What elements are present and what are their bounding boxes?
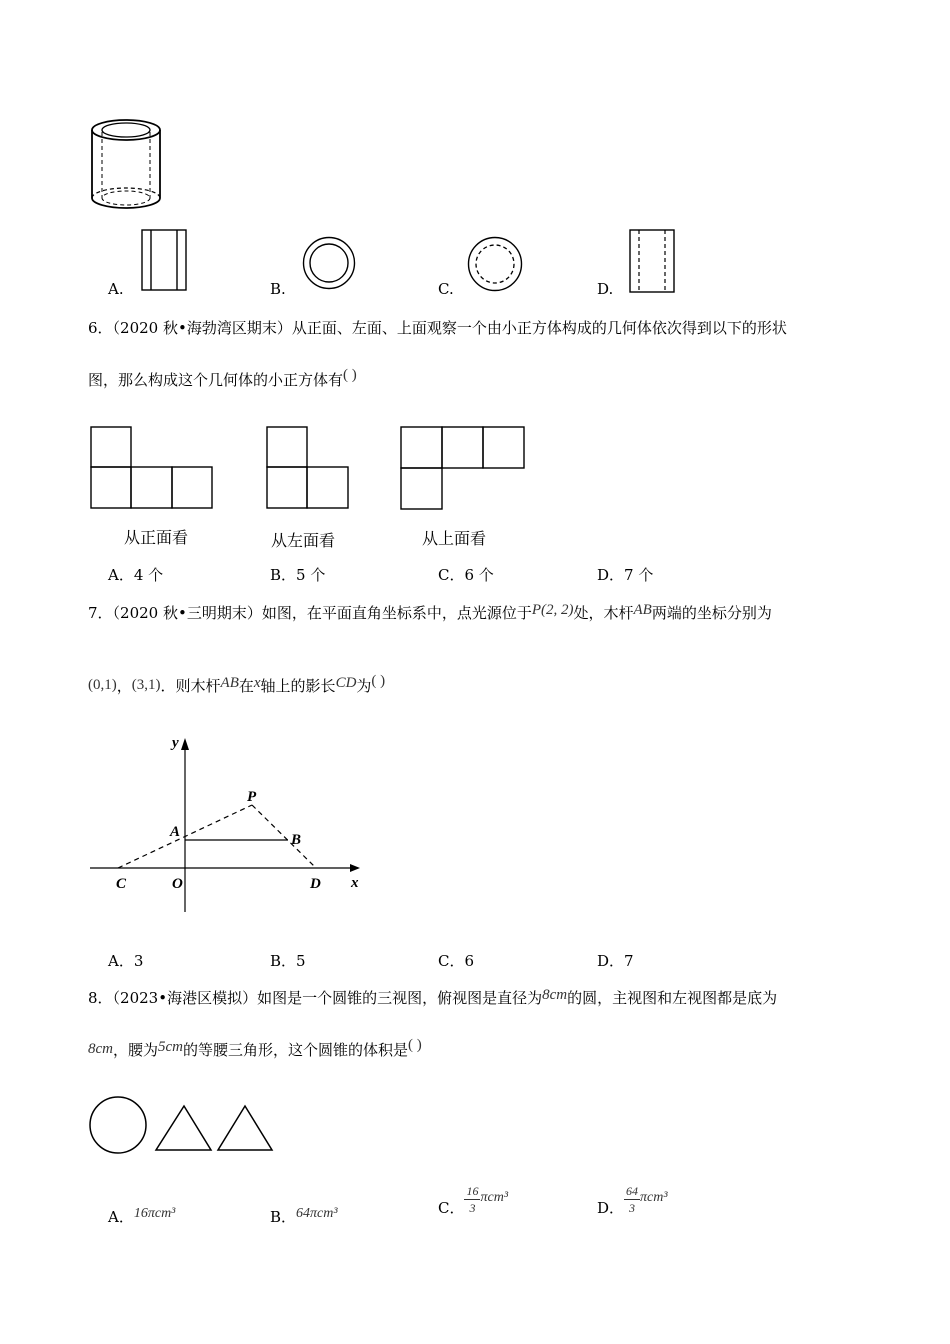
q6-option-b <box>270 564 325 585</box>
q7-stem-line1 <box>88 603 772 624</box>
q7-label-b: B <box>291 832 302 848</box>
q6-option-d-text: 7 个 <box>624 566 654 584</box>
q8-option-c-denominator: 3 <box>469 1201 476 1215</box>
q7-stem-text-c: 两端的坐标分别为 <box>651 604 772 622</box>
q7-option-b-letter: B． <box>270 952 297 970</box>
q7-stem-line2 <box>88 673 386 697</box>
q7-sep: ， <box>116 677 132 695</box>
q5-option-d-label: D. <box>597 280 614 298</box>
q7-option-a <box>108 950 143 971</box>
q7-option-a-letter: A． <box>108 952 134 970</box>
q7-label-p: P <box>247 789 257 805</box>
q8-stem-text-b: 的圆，主视图和左视图都是底为 <box>567 989 778 1007</box>
q7-point-p: P(2, 2) <box>531 602 574 618</box>
q8-option-b-expr: 64πcm³ <box>296 1206 338 1221</box>
q7-option-d <box>597 950 634 971</box>
q8-option-c <box>438 1183 508 1220</box>
q5-option-a-figure <box>141 229 187 291</box>
q6-stem-line1: 6．（2020 秋•海勃湾区期末）从正面、左面、上面观察一个由小正方体构成的几何体依次得到以下的形状 <box>88 319 787 337</box>
q7-coordinate-graph <box>88 730 368 920</box>
q8-option-a <box>108 1206 175 1227</box>
q6-option-a-letter: A． <box>108 566 134 584</box>
q6-left-view-figure <box>266 426 350 510</box>
q7-cd: CD <box>335 675 357 691</box>
q7-coord-1: (0,1) <box>88 677 117 693</box>
q8-option-a-letter: A． <box>108 1208 134 1226</box>
q5-option-b-label: B. <box>270 280 286 298</box>
q7-answer-paren: ( ) <box>371 673 386 689</box>
q6-answer-paren: ( ) <box>343 367 357 383</box>
q6-top-view-figure <box>400 426 526 510</box>
q8-option-c-fraction <box>464 1183 480 1216</box>
q7-option-a-text: 3 <box>133 952 144 970</box>
q6-option-d-letter: D． <box>597 566 625 584</box>
q8-option-c-tail: πcm³ <box>480 1190 509 1205</box>
q6-option-b-letter: B． <box>270 566 297 584</box>
q7-option-b <box>270 950 306 971</box>
q6-option-d <box>597 564 653 585</box>
q8-option-d-denominator: 3 <box>629 1201 636 1215</box>
q8-answer-paren: ( ) <box>408 1037 422 1053</box>
q6-stem-line2 <box>88 367 357 391</box>
q7-x-var: x <box>253 675 261 691</box>
q7-coord-2: (3,1) <box>131 677 161 693</box>
q8-stem-text-d: 的等腰三角形，这个圆锥的体积是 <box>183 1041 409 1059</box>
q7-option-d-letter: D． <box>597 952 625 970</box>
q7-stem-text-d: ．则木杆 <box>160 677 221 695</box>
q6-front-view-figure <box>90 426 214 510</box>
q5-option-d-figure <box>629 229 675 293</box>
q8-base: 8cm <box>88 1041 113 1057</box>
q7-option-b-text: 5 <box>296 952 306 970</box>
q8-diameter: 8cm <box>542 987 568 1003</box>
q6-caption-top: 从上面看 <box>422 529 487 548</box>
q8-option-c-letter: C． <box>438 1199 465 1217</box>
q7-label-o: O <box>172 876 183 892</box>
q8-stem-line2 <box>88 1037 422 1061</box>
q6-stem-text: 图，那么构成这个几何体的小正方体有 <box>88 371 344 389</box>
q7-stem-text-g: 为 <box>356 677 372 695</box>
q8-stem-text-a: 8．（2023•海港区模拟）如图是一个圆锥的三视图，俯视图是直径为 <box>88 989 543 1007</box>
q7-label-a: A <box>170 824 181 840</box>
q8-option-d-tail: πcm³ <box>640 1190 668 1205</box>
q7-stem-text-b: 处，木杆 <box>573 604 634 622</box>
q5-option-c-label: C. <box>438 280 454 298</box>
q6-option-b-text: 5 个 <box>296 566 326 584</box>
q8-option-b <box>270 1206 338 1227</box>
hollow-cylinder-figure <box>88 114 164 214</box>
q7-ab-2: AB <box>220 675 239 691</box>
q6-option-a <box>108 564 163 585</box>
q7-label-c: C <box>116 876 127 892</box>
q7-label-x: x <box>351 875 359 891</box>
q8-stem-line1 <box>88 988 777 1009</box>
q8-option-d <box>597 1183 668 1220</box>
q7-option-d-text: 7 <box>624 952 634 970</box>
q5-option-a-label: A. <box>108 280 124 298</box>
q8-option-d-numerator: 64 <box>626 1184 639 1198</box>
q8-option-a-expr: 16πcm³ <box>133 1206 176 1221</box>
q8-option-b-letter: B． <box>270 1208 297 1226</box>
q8-stem-text-c: ，腰为 <box>113 1041 159 1059</box>
q6-caption-front: 从正面看 <box>124 528 189 547</box>
q8-option-d-fraction <box>624 1183 640 1216</box>
q7-option-c-text: 6 <box>464 952 475 970</box>
q6-caption-left: 从左面看 <box>271 531 336 550</box>
q6-option-c <box>438 564 494 585</box>
q8-option-d-letter: D． <box>597 1199 625 1217</box>
q5-option-b-figure <box>302 236 356 290</box>
q7-ab-1: AB <box>633 602 652 618</box>
q8-option-c-numerator: 16 <box>466 1184 479 1198</box>
q7-label-y: y <box>172 735 179 751</box>
q7-option-c-letter: C． <box>438 952 465 970</box>
q7-option-c <box>438 950 474 971</box>
q7-stem-text-e: 在 <box>238 677 254 695</box>
q6-option-a-text: 4 个 <box>133 566 164 584</box>
q7-label-d: D <box>310 876 321 892</box>
q7-stem-text-f: 轴上的影长 <box>260 677 336 695</box>
q6-option-c-letter: C． <box>438 566 465 584</box>
q6-option-c-text: 6 个 <box>464 566 494 584</box>
q5-option-c-figure <box>467 236 523 292</box>
q7-stem-text-a: 7．（2020 秋•三明期末）如图，在平面直角坐标系中，点光源位于 <box>88 604 532 622</box>
q8-leg: 5cm <box>158 1039 184 1055</box>
q8-three-views-figure <box>88 1095 278 1157</box>
